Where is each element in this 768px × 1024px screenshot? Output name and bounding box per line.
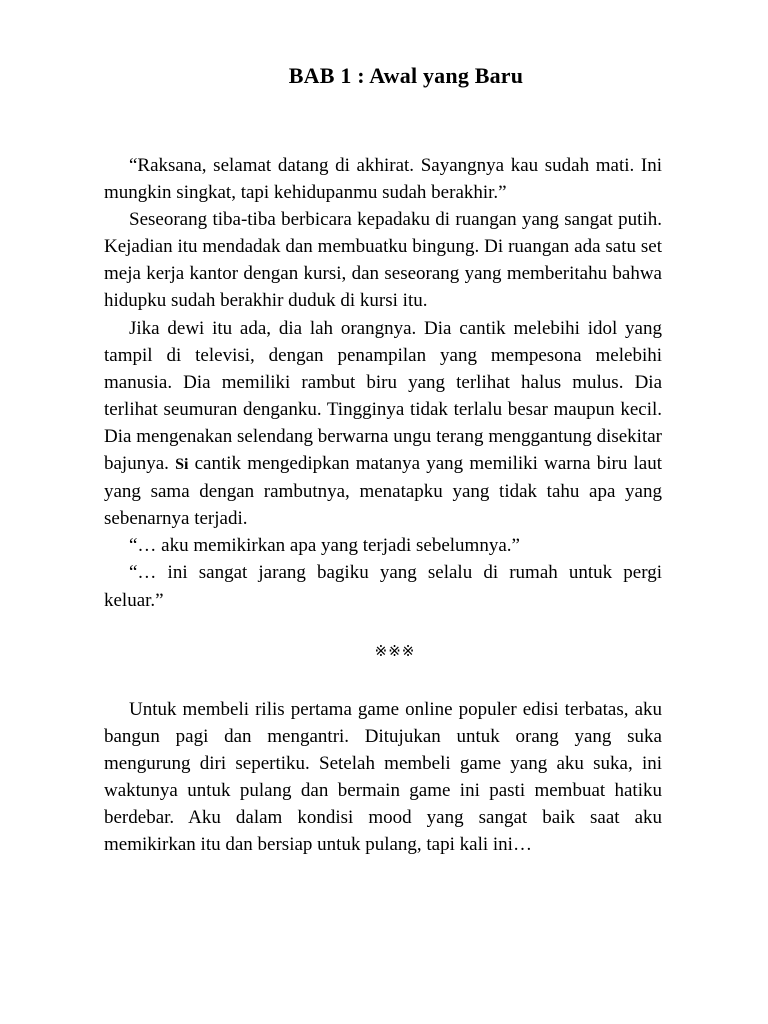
document-page: [104, 62, 662, 858]
section-2: [104, 696, 662, 859]
paragraph-2: Seseorang tiba-tiba berbicara kepadaku di ruangan yang sangat putih. Kejadian itu mendadak dan membuatku bingung. Di ruangan ada satu set meja kerja kantor dengan kursi, dan seseorang yang memberitahu bahwa hidupku sudah berakhir duduk di kursi itu.: [104, 209, 662, 312]
chapter-title: BAB 1 : Awal yang Baru: [288, 63, 524, 88]
paragraph-1: “Raksana, selamat datang di akhirat. Sayangnya kau sudah mati. Ini mungkin singkat, tapi kehidupanmu sudah berakhir.”: [104, 155, 662, 204]
paragraph-3-text-end: cantik mengedipkan matanya yang memiliki warna biru laut yang sama dengan rambutnya, menatapku yang tidak tahu apa yang sebenarnya terjadi.: [104, 453, 662, 530]
paragraph-4: “… aku memikirkan apa yang terjadi sebelumnya.”: [129, 535, 520, 557]
scene-separator: ※※※: [374, 643, 416, 660]
paragraph-3-emphasis: Si: [175, 456, 189, 474]
paragraph-6: Untuk membeli rilis pertama game online populer edisi terbatas, aku bangun pagi dan mengantri. Ditujukan untuk orang yang suka mengurung diri sepertiku. Setelah membeli game yang aku suka, ini waktunya untuk pulang dan bermain game ini pasti membuat hatiku berdebar. Aku dalam kondisi mood yang sangat baik saat aku memikirkan itu dan bersiap untuk pulang, tapi kali ini…: [104, 698, 662, 856]
section-1: [104, 152, 662, 614]
paragraph-3: [104, 315, 662, 533]
paragraph-3-text-start: Jika dewi itu ada, dia lah orangnya. Dia cantik melebihi idol yang tampil di televisi, dengan penampilan yang mempesona melebihi manusia. Dia memiliki rambut biru yang terlihat halus mulus. Dia terlihat seumuran denganku. Tingginya tidak terlalu besar maupun kecil. Dia mengenakan selendang berwarna ungu terang menggantung disekitar bajunya.: [104, 317, 662, 475]
paragraph-5: “… ini sangat jarang bagiku yang selalu di rumah untuk pergi keluar.”: [104, 562, 662, 611]
